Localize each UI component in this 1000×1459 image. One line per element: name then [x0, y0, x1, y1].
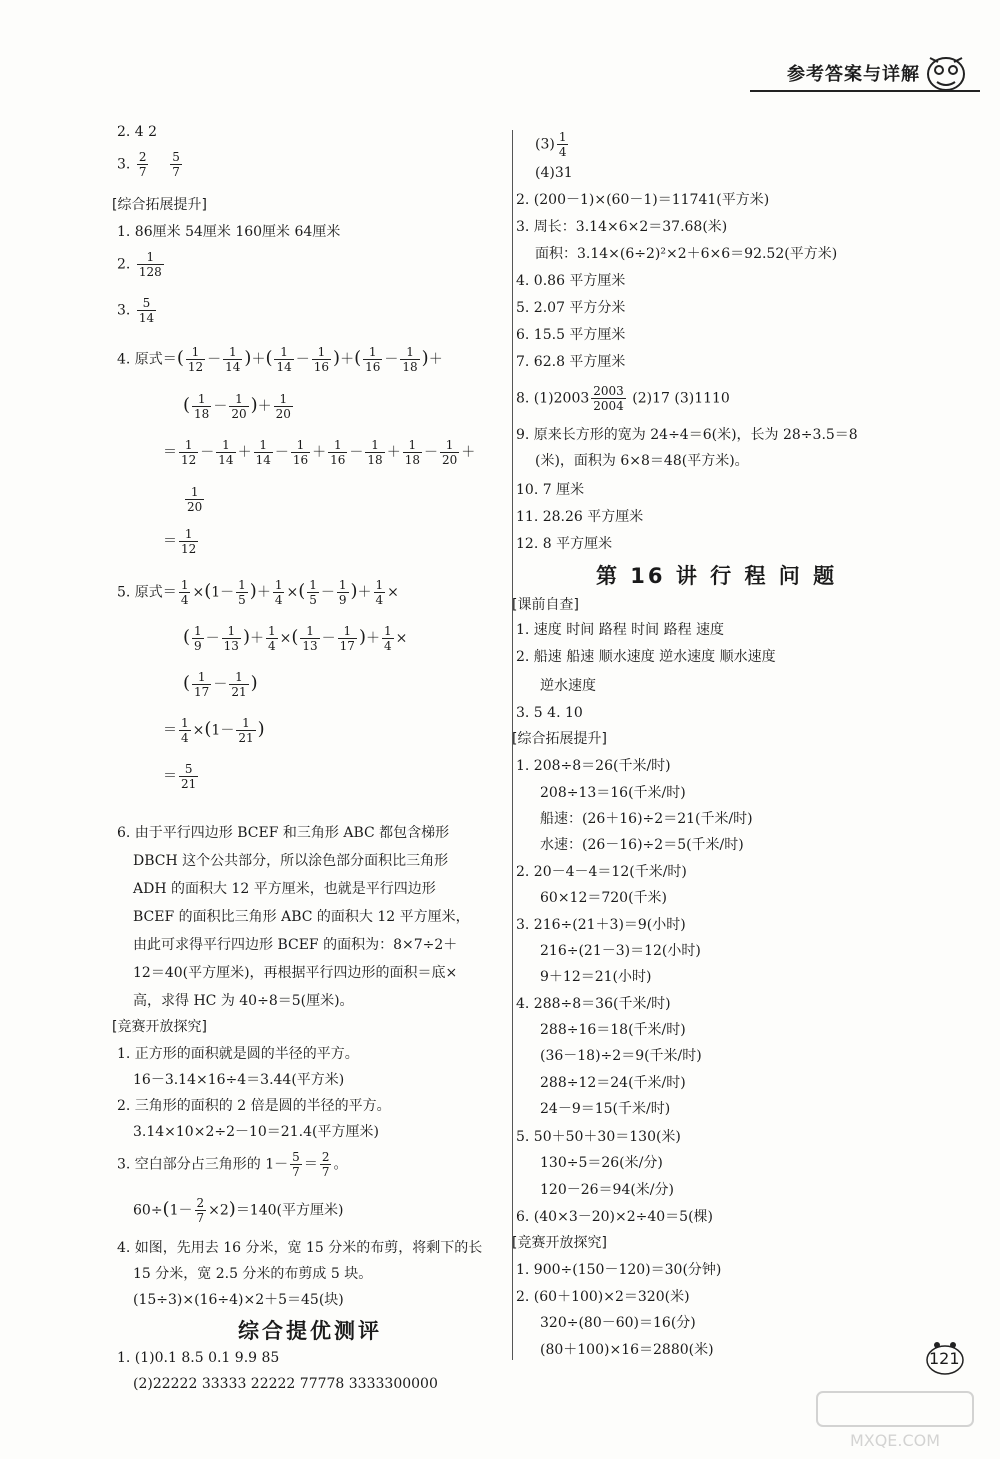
- answer-line: 3. 周长：3.14×6×2＝37.68(米): [516, 219, 728, 235]
- answer-line: 16－3.14×16÷4＝3.44(平方米): [133, 1072, 345, 1088]
- answer-line: 2. $\frac{1}{128}$: [117, 250, 162, 279]
- answer-line: 6. (40×3－20)×2÷40＝5(棵): [516, 1209, 714, 1225]
- answer-line: 8. (1)2003 $\frac{2003}{2004}$ (2)17 (3)1110: [516, 384, 730, 413]
- answer-line: 2. 三角形的面积的 2 倍是圆的半径的平方。: [117, 1098, 391, 1114]
- lesson-title: 第 16 讲 行 程 问 题: [596, 564, 838, 588]
- answer-line: (2)22222 33333 22222 77778 3333300000: [133, 1376, 438, 1392]
- answer-line: 3. 216÷(21＋3)＝9(小时): [516, 917, 686, 933]
- watermark: [815, 1390, 975, 1450]
- section-title: 综合提优测评: [238, 1319, 382, 1343]
- watermark-logo-icon: [815, 1390, 975, 1450]
- answer-line: 2. 船速 船速 顺水速度 逆水速度 顺水速度: [516, 649, 776, 665]
- answer-line: 6. 由于平行四边形 BCEF 和三角形 ABC 都包含梯形: [117, 825, 450, 841]
- answer-line: BCEF 的面积比三角形 ABC 的面积大 12 平方厘米，: [133, 909, 470, 925]
- page-header: [750, 50, 980, 100]
- equation-line: ＝ $\frac{1}{12}$: [163, 527, 197, 556]
- answer-line: (15÷3)×(16÷4)×2＋5＝45(块): [133, 1292, 344, 1308]
- answer-line: (米)，面积为 6×8＝48(平方米)。: [535, 453, 749, 469]
- page-number: 121: [925, 1340, 965, 1376]
- answer-line: 11. 28.26 平方厘米: [516, 509, 644, 525]
- answer-line: 288÷16＝18(千米/时): [540, 1022, 686, 1038]
- equation-line: ＝ $\frac{5}{21}$: [163, 762, 197, 791]
- answer-line: 1. 208÷8＝26(千米/时): [516, 758, 671, 774]
- answer-line: 2. (60＋100)×2＝320(米): [516, 1289, 690, 1305]
- answer-line: 4. 288÷8＝36(千米/时): [516, 996, 671, 1012]
- answer-line: 120－26＝94(米/分): [540, 1182, 674, 1198]
- section-heading: [竞赛开放探究]: [112, 1019, 207, 1035]
- answer-line: 2. 20－4－4＝12(千米/时): [516, 864, 687, 880]
- answer-line: 9＋12＝21(小时): [540, 969, 652, 985]
- equation-line: 4. 原式＝( $\frac{1}{12}$ － $\frac{1}{14}$ )＋( $\frac{1}{14}$ － $\frac{1}{16}$ )＋( $\frac{1}{16}$ － $\frac{1}{18}$ )＋: [117, 345, 443, 374]
- answer-line: 1. 86厘米 54厘米 160厘米 64厘米: [117, 224, 341, 240]
- answer-line: 24－9＝15(千米/时): [540, 1101, 671, 1117]
- equation-line: ＝ $\frac{1}{4}$ ×(1－ $\frac{1}{21}$ ): [163, 716, 265, 745]
- answer-line: 9. 原来长方形的宽为 24÷4＝6(米)，长为 28÷3.5＝8: [516, 427, 858, 443]
- answer-line: 5. 50＋50＋30＝130(米): [516, 1129, 681, 1145]
- equation-line: ＝ $\frac{1}{12}$ － $\frac{1}{14}$ ＋ $\frac{1}{14}$ － $\frac{1}{16}$ ＋ $\frac{1}{16}$ － $\frac{1}{18}$ ＋ $\frac{1}{18}$ － $\frac{1}{20}$ ＋: [163, 438, 476, 467]
- equation-line: 5. 原式＝ $\frac{1}{4}$ ×(1－ $\frac{1}{5}$ )＋ $\frac{1}{4}$ ×( $\frac{1}{5}$ － $\frac{1}{9}$ )＋ $\frac{1}{4}$ ×: [117, 578, 399, 607]
- answer-line: 130÷5＝26(米/分): [540, 1155, 663, 1171]
- svg-text:MXQE.COM: MXQE.COM: [849, 1431, 941, 1450]
- answer-line: 216÷(21－3)＝12(小时): [540, 943, 701, 959]
- equation-line: ( $\frac{1}{18}$ － $\frac{1}{20}$ )＋ $\frac{1}{20}$: [183, 392, 291, 421]
- answer-line: 12＝40(平方厘米)，再根据平行四边形的面积＝底×: [133, 965, 458, 981]
- answer-line: 6. 15.5 平方厘米: [516, 327, 626, 343]
- answer-line: (36－18)÷2＝9(千米/时): [540, 1048, 702, 1064]
- answer-line: 1. (1)0.1 8.5 0.1 9.9 85: [117, 1350, 280, 1366]
- answer-line: 面积：3.14×(6÷2)²×2＋6×6＝92.52(平方米): [535, 246, 838, 262]
- answer-line: (4)31: [535, 165, 573, 181]
- answer-line: 10. 7 厘米: [516, 482, 585, 498]
- section-heading: [课前自查]: [512, 597, 579, 613]
- answer-line: 3. $\frac{5}{14}$: [117, 296, 155, 325]
- section-heading: [综合拓展提升]: [112, 197, 207, 213]
- answer-line: 4. 如图，先用去 16 分米，宽 15 分米的布剪，将剩下的长: [117, 1240, 483, 1256]
- equation-line: ( $\frac{1}{17}$ － $\frac{1}{21}$ ): [183, 670, 258, 699]
- answer-line: 船速：(26＋16)÷2＝21(千米/时): [540, 811, 753, 827]
- answer-line: 3. 空白部分占三角形的 1－ $\frac{5}{7}$ ＝ $\frac{2}{7}$ 。: [117, 1150, 348, 1179]
- answer-line: 5. 2.07 平方分米: [516, 300, 626, 316]
- answer-line: 1. 速度 时间 路程 时间 路程 速度: [516, 622, 725, 638]
- answer-line: ADH 的面积大 12 平方厘米，也就是平行四边形: [133, 881, 436, 897]
- answer-line: 水速：(26－16)÷2＝5(千米/时): [540, 837, 744, 853]
- answer-line: 4. 0.86 平方厘米: [516, 273, 626, 289]
- answer-line: (3) $\frac{1}{4}$: [535, 130, 567, 159]
- answer-line: 15 分米，宽 2.5 分米的布剪成 5 块。: [133, 1266, 373, 1282]
- answer-line: 288÷12＝24(千米/时): [540, 1075, 686, 1091]
- answer-line: 3. $\frac{2}{7}$ $\frac{5}{7}$: [117, 150, 180, 179]
- equation-line: ( $\frac{1}{9}$ － $\frac{1}{13}$ )＋ $\frac{1}{4}$ ×( $\frac{1}{13}$ － $\frac{1}{17}$ )＋ $\frac{1}{4}$ ×: [183, 624, 408, 653]
- answer-line: 12. 8 平方厘米: [516, 536, 613, 552]
- answer-line: 60÷(1－ $\frac{2}{7}$ ×2)＝140(平方厘米): [133, 1196, 344, 1225]
- answer-line: 2. 4 2: [117, 124, 158, 140]
- answer-line: 3. 5 4. 10: [516, 705, 583, 721]
- answer-line: 1. 正方形的面积就是圆的半径的平方。: [117, 1046, 359, 1062]
- mascot-icon: [922, 50, 970, 94]
- answer-line: 3.14×10×2÷2－10＝21.4(平方厘米): [133, 1124, 379, 1140]
- answer-line: 1. 900÷(150－120)＝30(分钟): [516, 1262, 722, 1278]
- answer-line: 逆水速度: [540, 678, 596, 694]
- answer-line: 2. (200－1)×(60－1)＝11741(平方米): [516, 192, 770, 208]
- section-heading: [竞赛开放探究]: [512, 1235, 607, 1251]
- equation-line: $\frac{1}{20}$: [187, 485, 203, 514]
- answer-line: (80＋100)×16＝2880(米): [540, 1342, 714, 1358]
- answer-line: 208÷13＝16(千米/时): [540, 785, 686, 801]
- answer-line: 由此可求得平行四边形 BCEF 的面积为：8×7÷2＋: [133, 937, 458, 953]
- answer-line: 320÷(80－60)＝16(分): [540, 1315, 696, 1331]
- answer-line: 60×12＝720(千米): [540, 890, 668, 906]
- answer-line: 7. 62.8 平方厘米: [516, 354, 626, 370]
- answer-line: 高，求得 HC 为 40÷8＝5(厘米)。: [133, 993, 354, 1009]
- section-heading: [综合拓展提升]: [512, 731, 607, 747]
- answer-line: DBCH 这个公共部分，所以涂色部分面积比三角形: [133, 853, 449, 869]
- header-title: 参考答案与详解: [787, 64, 920, 85]
